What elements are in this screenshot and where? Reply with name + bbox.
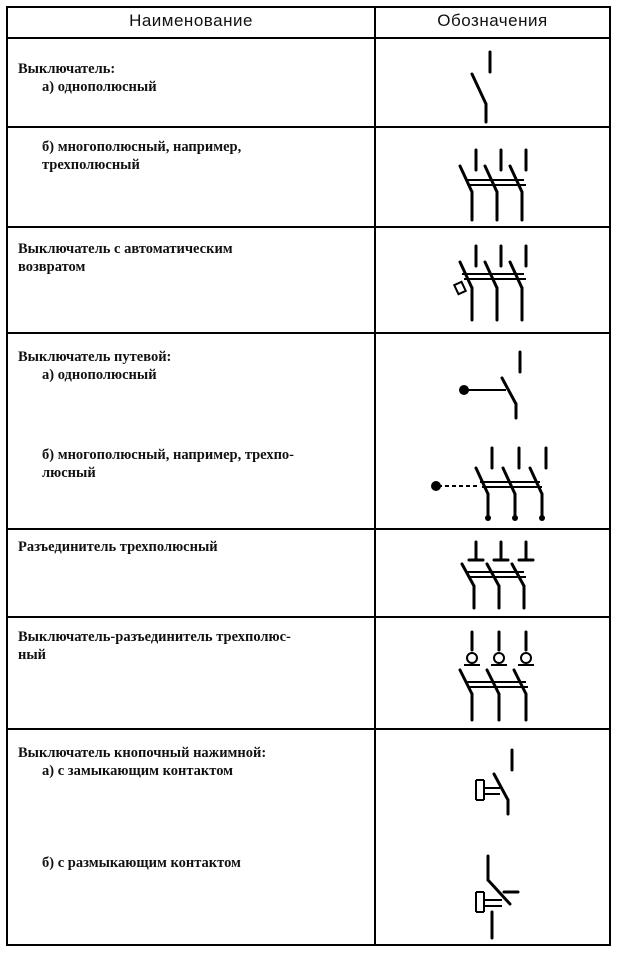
row-2-name (18, 138, 358, 174)
row-6-line-1: Выключатель-разъединитель трехполюс- (18, 629, 291, 645)
row-4-name-b (18, 446, 358, 482)
row-6-name (18, 628, 358, 664)
push-button-make-contact-icon (376, 730, 609, 830)
switch-disconnector-three-pole-icon (376, 618, 609, 728)
row-5-name (18, 538, 358, 556)
row-1-name (18, 60, 358, 96)
row-2-line-2: трехполюсный (42, 157, 140, 173)
row-7-name-b (18, 854, 358, 872)
row-4-line-4: люсный (42, 465, 96, 481)
row-6-line-2: ный (18, 647, 47, 663)
single-pole-switch-icon (376, 40, 609, 128)
row-3-name (18, 240, 358, 276)
header-symbol: Обозначения (437, 11, 548, 30)
row-2-line-1: б) многополюсный, например, (42, 139, 242, 155)
limit-switch-three-pole-icon (376, 434, 609, 530)
row-3-line-1: Выключатель с автоматическим (18, 241, 233, 257)
push-button-break-contact-icon (376, 846, 609, 946)
row-7-name (18, 744, 358, 780)
row-4-line-3: б) многополюсный, например, трехпо- (42, 447, 295, 463)
symbols-table (6, 6, 611, 946)
header-name: Наименование (129, 11, 253, 30)
row-4-line-2: а) однополюсный (42, 367, 157, 383)
three-pole-switch-icon (376, 128, 609, 228)
header-divider (8, 37, 609, 39)
row-3-line-2: возвратом (18, 259, 86, 275)
limit-switch-single-icon (376, 334, 609, 424)
disconnector-three-pole-icon (376, 530, 609, 616)
auto-return-switch-icon (376, 228, 609, 332)
row-4-name (18, 348, 358, 384)
row-1-line-2: а) однополюсный (42, 79, 157, 95)
row-7-line-3: б) с размыкающим контактом (42, 855, 241, 871)
row-7-line-1: Выключатель кнопочный нажимной: (18, 745, 267, 761)
row-4-line-1: Выключатель путевой: (18, 349, 172, 365)
row-5-line-1: Разъединитель трехполюсный (18, 539, 218, 555)
row-7-line-2: а) с замыкающим контактом (42, 763, 234, 779)
row-1-line-1: Выключатель: (18, 61, 116, 77)
